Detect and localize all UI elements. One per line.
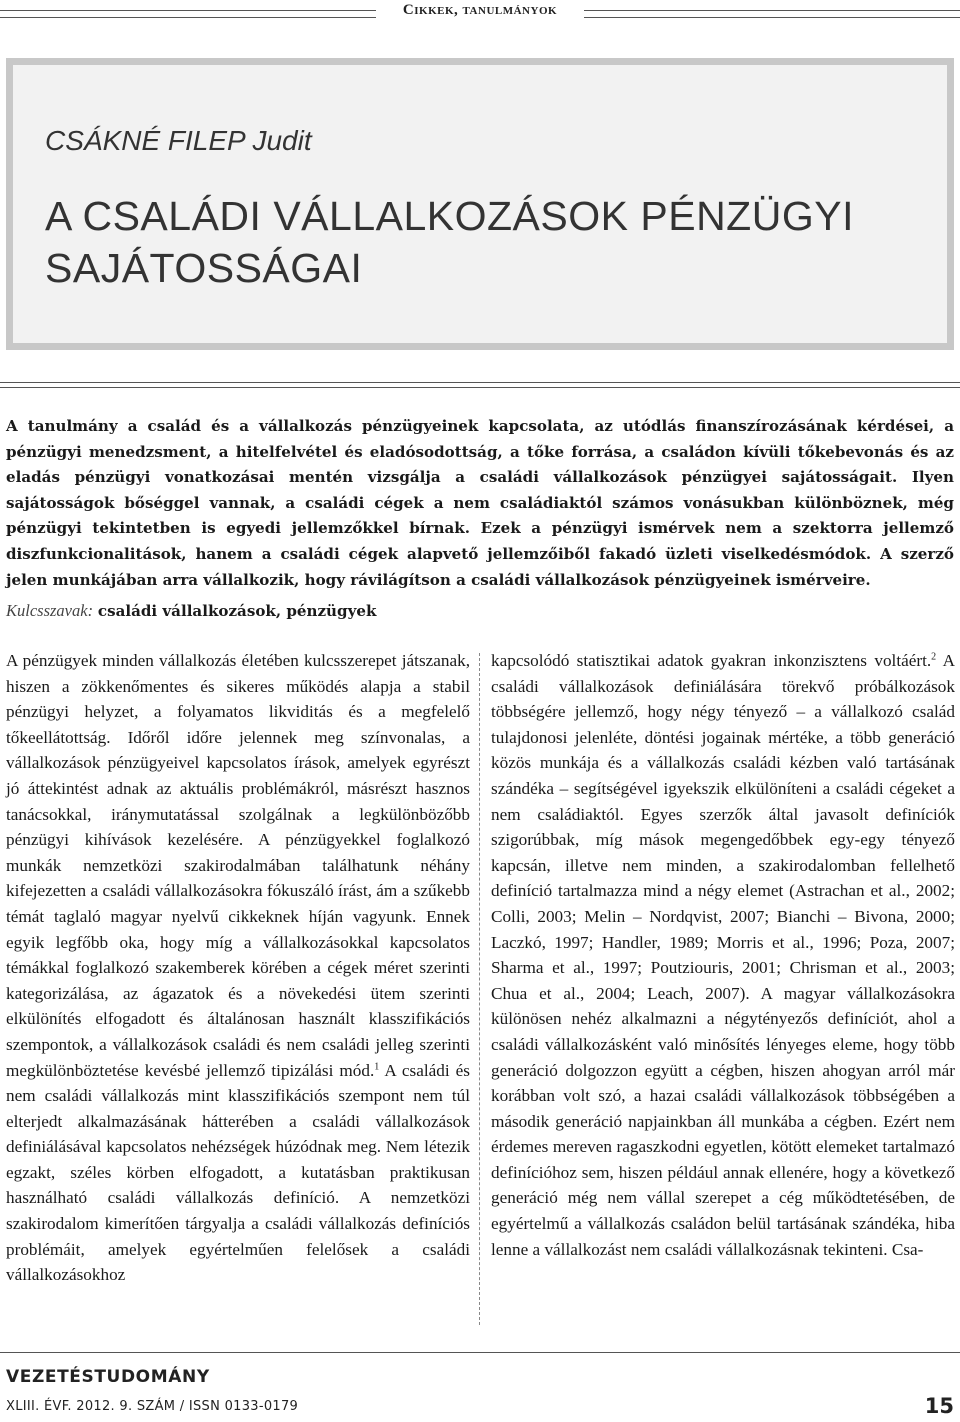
body-text-right-2: A családi vállalkozások definiálására törekvő próbálkozások többségére jellemző, hogy négy tényező – a vállalkozó család tulajdonosi jelenléte, döntési jogainak mértéke, a több generáció közös munkája és a vállalkozás családi kézben való tartásának szándéka – segítségével igyekszik elkülöníteni a családi cégeket a nem családiaktól. Egyes szerzők által javasolt definíciók szigorúbbak, míg mások megengedőbbek egy-egy tényező kapcsán, illetve nem minden, a szakirodalomban fellelhető definíció tartalmazza mind a négy elemet (Astrachan et al., 2002; Colli, 2003; Melin – Nordqvist, 2007; Bianchi – Bivona, 2000; Laczkó, 1997; Handler, 1989; Morris et al., 1996; Poza, 2007; Sharma et al., 1997; Poutziouris, 2001; Chrisman et al., 2003; Chua et al., 2004; Leach, 2007). A magyar vállalkozásokra különösen nehéz alkalmazni a négytényezős definíciót, ahol a családi vállalkozásként való minősítés lényeges eleme, hogy több generáció dolgozzon együtt a cégben, hiszen ahogyan arról már korábban volt szó, a hazai családi vállalkozások többségében a második generáció napjainkban áll munkába a cégben. Ezért nem érdemes mereven ragaszkodni egyetlen, kötött elemeket tartalmazó definícióhoz sem, hiszen például annak ellenére, hogy a következő generáció még nem vállal szerepet a cég működtetésében, de egyértelmű a vállalkozás családon belül tartásának szándéka, hiba lenne a vállalkozást nem családi vállalkozásnak tekinteni. Csa- [491,651,956,1259]
body-text-right-1: kapcsolódó statisztikai adatok gyakran inkonzisztens voltáért. [491,651,932,670]
body-text-left-2: A családi és nem családi vállalkozás mint klasszifikációs szempont nem túl elterjedt alkalmazásának hátterében a családi vállalkozások definiálásával kapcsolatos nehézségek húzódnak meg. Nem létezik egzakt, széles körben elfogadott, a kutatásban praktikusan használható családi vállalkozás definíció. A nemzetközi szakirodalom kimerítően tárgyalja a családi vállalkozás definíciós problémáit, amelyek egyértelműen felelősek a családi vállalkozásokhoz [6,1060,470,1285]
footnote-ref-1[interactable]: 1 [374,1060,380,1072]
journal-name: VEZETÉSTUDOMÁNY [6,1367,210,1387]
header-rule-right [584,10,960,18]
keywords-value: családi vállalkozások, pénzügyek [97,602,377,620]
article-author: CSÁKNÉ FILEP Judit [45,125,312,156]
keywords-line [6,598,376,624]
title-separator-rule [0,382,960,388]
article-title: A CSALÁDI VÁLLALKOZÁSOK PÉNZÜGYI SAJÁTOSSÁGAI [45,193,854,291]
column-divider [479,653,480,1325]
body-text-left-1: A pénzügyek minden vállalkozás életében kulcsszerepet játszanak, hiszen a zökkenőmentes és sikeres működés alapja a stabil pénzügyi helyzet, a folyamatos likviditás és a megfelelő tőkeellátottság. Időről időre jelennek meg színvonalas, a vállalkozások pénzügyeivel kapcsolatos írások, amelyek egyrészt jó áttekintést adnak az aktuális problémákról, másrészt hasznos tanácsokkal, iránymutatással szolgálnak a legkülönbözőbb pénzügyi kihívások kezelésére. A pénzügyekkel foglalkozó munkák nemzetközi szakirodalmában találhatunk néhány kifejezetten a családi vállalkozásokra fókuszáló írást, ám a szűkebb témát taglaló magyar nyelvű cikkeknek híján vagyunk. Ennek egyik legfőbb oka, hogy míg a vállalkozásokkal kapcsolatos témákkal foglalkozó szakemberek körében a cégek méret szerinti kategorizálása, az ágazatok és a növekedési ütem szerinti elkülönítés elfogadott és általánosan használt klasszifikációs szempontok, a vállalkozások családi és nem családi jelleg szerinti megkülönböztetése kevésbé jellemző tipizálási mód. [6,651,470,1080]
body-column-right [491,648,955,1262]
section-header: Cikkek, tanulmányok [402,2,558,18]
title-box [6,58,954,350]
page-number: 15 [924,1394,954,1418]
issue-info: XLIII. ÉVF. 2012. 9. SZÁM / ISSN 0133-0179 [6,1399,299,1414]
body-column-left [6,648,470,1288]
footer-rule [0,1352,960,1353]
footnote-ref-2[interactable]: 2 [931,651,937,663]
article-abstract: A tanulmány a család és a vállalkozás pénzügyeinek kapcsolata, az utódlás finanszírozásának kérdései, a pénzügyi menedzsment, a hitelfelvétel és eladósodottság, a tőke forrása, a családon kívüli tőkebevonás és az eladás pénzügyi vonatkozásai mentén vizsgálja a családi vállalkozások pénzügyei sajátosságait. Ilyen sajátosságok bőséggel vannak, a családi cégek a nem családiaktól számos vonásukban különböznek, még pénzügyi tekintetben is egyedi jellemzőkkel bírnak. Ezek a pénzügyi ismérvek nem a szektorra jellemző diszfunkcionalitások, hanem a családi cégek alapvető jellemzőiből fakadó üzleti viselkedésmódok. A szerző jelen munkájában arra vállalkozik, hogy rávilágítson a családi vállalkozások pénzügyeinek ismérveire. [6,417,954,589]
header-rule-left [0,10,376,18]
keywords-label: Kulcsszavak: [6,601,94,620]
